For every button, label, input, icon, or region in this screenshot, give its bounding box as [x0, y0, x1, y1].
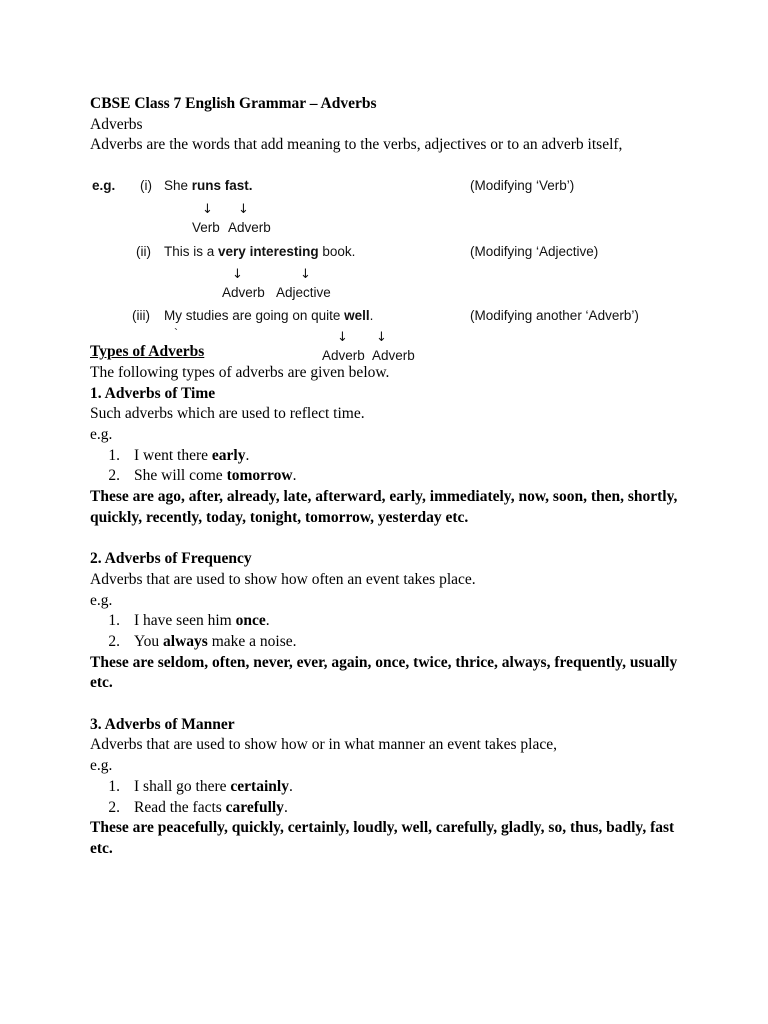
item-number: 2. [108, 467, 120, 485]
adverb-word-list: These are ago, after, already, late, afterward, early, immediately, now, soon, then, shortly, quickly, recently, today, tonight, tomorrow, yesterday etc. [90, 488, 678, 526]
list-item [90, 466, 690, 487]
section-heading: 2. Adverbs of Frequency [90, 550, 252, 568]
item-number: 2. [108, 632, 120, 650]
part-of-speech-label: Adverb [322, 348, 365, 363]
list-item [90, 777, 690, 798]
part-of-speech-label: Adjective [276, 285, 331, 300]
example-list [90, 446, 690, 487]
down-arrow-icon: ↓ [238, 202, 249, 217]
adverb-word-list: These are peacefully, quickly, certainly, loudly, well, carefully, gladly, so, thus, badly, fast etc. [90, 819, 675, 857]
adverb-word-list: These are seldom, often, never, ever, again, once, twice, thrice, always, frequently, usually etc. [90, 653, 678, 692]
section-frequency [90, 549, 690, 694]
section-description: Such adverbs which are used to reflect time. [90, 405, 365, 423]
example-note: (Modifying another ‘Adverb’) [470, 308, 639, 323]
stray-mark: ` [174, 326, 178, 340]
item-text: I shall go there certainly. [134, 777, 293, 795]
item-text: You always make a noise. [134, 632, 297, 650]
item-number: 1. [108, 446, 120, 464]
example-number: (ii) [136, 244, 151, 259]
part-of-speech-label: Adverb [222, 285, 265, 300]
section-description: Adverbs that are used to show how or in what manner an event takes place, [90, 736, 558, 754]
example-sentence: This is a very interesting book. [164, 244, 356, 259]
item-number: 2. [108, 798, 120, 816]
example-sentence: My studies are going on quite well. [164, 308, 374, 323]
section-manner [90, 715, 690, 860]
example-label: e.g. [90, 757, 113, 775]
down-arrow-icon: ↓ [337, 330, 348, 345]
item-number: 1. [108, 612, 120, 630]
section-heading: 3. Adverbs of Manner [90, 715, 235, 733]
item-text: I have seen him once. [134, 612, 270, 630]
example-figure [92, 176, 652, 368]
definition-text: Adverbs are the words that add meaning to the verbs, adjectives or to an adverb itself, [90, 136, 623, 154]
item-text: Read the facts carefully. [134, 798, 288, 816]
part-of-speech-label: Verb [192, 220, 220, 235]
example-label: e.g. [90, 591, 113, 609]
types-intro: The following types of adverbs are given below. [90, 363, 390, 381]
spacer [90, 694, 690, 715]
list-item [90, 611, 690, 632]
page-title: CBSE Class 7 English Grammar – Adverbs [90, 95, 377, 112]
down-arrow-icon: ↓ [376, 330, 387, 345]
example-list [90, 611, 690, 652]
example-note: (Modifying ‘Verb’) [470, 178, 575, 193]
example-number: (iii) [132, 308, 150, 323]
example-number: (i) [140, 178, 152, 193]
item-text: She will come tomorrow. [134, 467, 297, 485]
list-item [90, 446, 690, 467]
example-note: (Modifying ‘Adjective) [470, 244, 599, 259]
item-text: I went there early. [134, 446, 250, 464]
part-of-speech-label: Adverb [372, 348, 415, 363]
figure-eg-label: e.g. [92, 178, 116, 193]
down-arrow-icon: ↓ [202, 202, 213, 217]
section-heading: 1. Adverbs of Time [90, 384, 216, 402]
item-number: 1. [108, 777, 120, 795]
spacer [90, 528, 690, 549]
list-item [90, 632, 690, 653]
section-time [90, 384, 690, 529]
down-arrow-icon: ↓ [300, 267, 311, 282]
example-list [90, 777, 690, 818]
types-heading: Types of Adverbs [90, 343, 205, 361]
topic-heading: Adverbs [90, 115, 143, 133]
section-description: Adverbs that are used to show how often an event takes place. [90, 570, 476, 588]
down-arrow-icon: ↓ [232, 267, 243, 282]
example-label: e.g. [90, 425, 113, 443]
list-item [90, 798, 690, 819]
part-of-speech-label: Adverb [228, 220, 271, 235]
example-sentence: She runs fast. [164, 178, 253, 193]
